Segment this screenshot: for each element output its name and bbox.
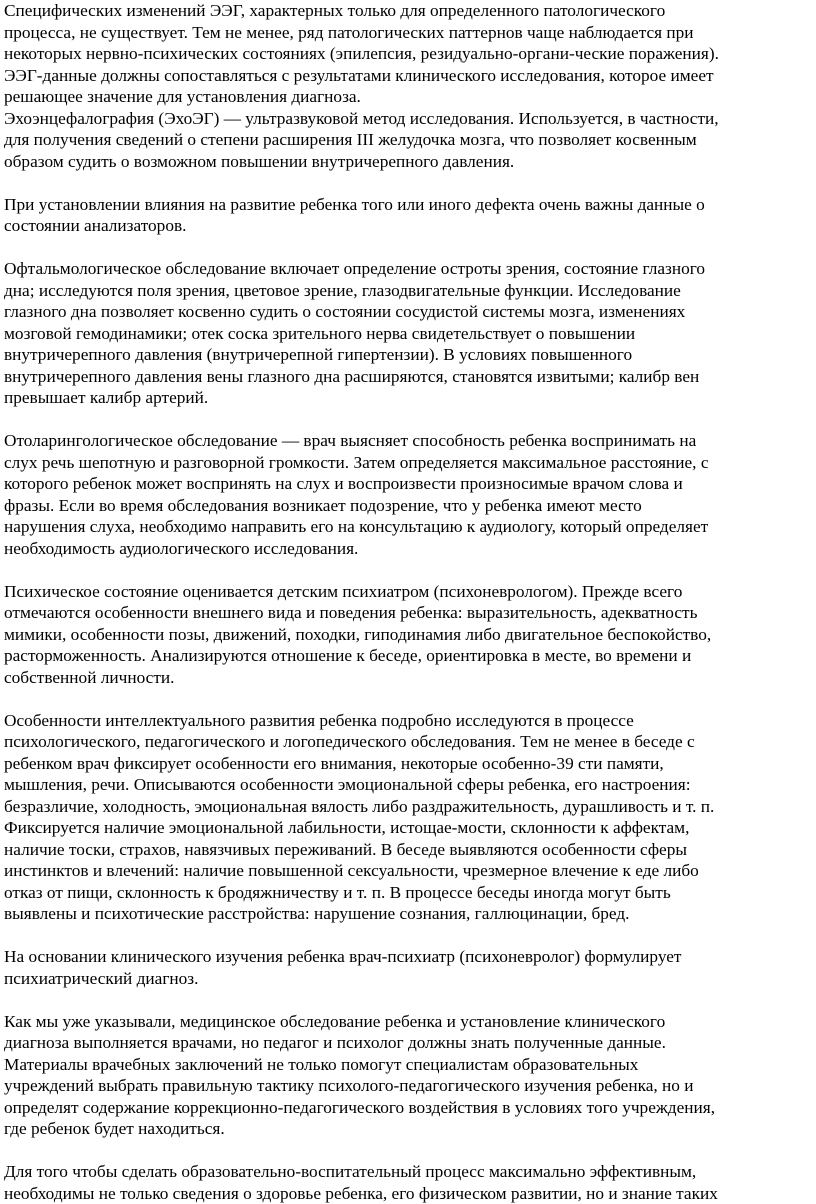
- text-line: необходимы не только сведения о здоровье ребенка, его физическом развитии, но и знание таких: [4, 1183, 816, 1204]
- paragraph-diagnosis: [4, 946, 816, 989]
- text-line: отказ от пищи, склонность к бродяжничеству и т. п. В процессе беседы иногда могут быть: [4, 882, 816, 904]
- text-line: Как мы уже указывали, медицинское обследование ребенка и установление клинического: [4, 1011, 816, 1033]
- text-line: фразы. Если во время обследования возникает подозрение, что у ребенка имеют место: [4, 495, 816, 517]
- text-line: внутричерепного давления вены глазного дна расширяются, становятся извитыми; калибр вен: [4, 366, 816, 388]
- text-line: расторможенность. Анализируются отношение к беседе, ориентировка в месте, во времени и: [4, 645, 816, 667]
- text-line: психиатрический диагноз.: [4, 968, 816, 990]
- text-line: психологического, педагогического и логопедического обследования. Тем не менее в беседе с: [4, 731, 816, 753]
- text-line: некоторых нервно-психических состояниях (эпилепсия, резидуально-органи-ческие поражения).: [4, 43, 816, 65]
- text-line: мимики, особенности позы, движений, походки, гиподинамия либо двигательное беспокойство,: [4, 624, 816, 646]
- text-line: состоянии анализаторов.: [4, 215, 816, 237]
- text-line: процесса, не существует. Тем не менее, ряд патологических паттернов чаще наблюдается при: [4, 22, 816, 44]
- text-line: глазного дна позволяет косвенно судить о состоянии сосудистой системы мозга, изменениях: [4, 301, 816, 323]
- paragraph-process: [4, 1161, 816, 1204]
- text-line: При установлении влияния на развитие ребенка того или иного дефекта очень важны данные о: [4, 194, 816, 216]
- text-line: превышает калибр артерий.: [4, 387, 816, 409]
- text-line: где ребенок будет находиться.: [4, 1118, 816, 1140]
- text-line: безразличие, холодность, эмоциональная вялость либо раздражительность, дурашливость и т. п.: [4, 796, 816, 818]
- text-line: Офтальмологическое обследование включает определение остроты зрения, состояние глазного: [4, 258, 816, 280]
- paragraph-intellect: [4, 710, 816, 925]
- text-line: Отоларингологическое обследование — врач выясняет способность ребенка воспринимать на: [4, 430, 816, 452]
- text-line: ребенком врач фиксирует особенности его внимания, некоторые особенно-39 сти памяти,: [4, 753, 816, 775]
- text-line: ЭЭГ-данные должны сопоставляться с результатами клинического исследования, которое имеет: [4, 65, 816, 87]
- text-line: определят содержание коррекционно-педагогического воздействия в условиях того учреждения,: [4, 1097, 816, 1119]
- text-line: учреждений выбрать правильную тактику психолого-педагогического изучения ребенка, но и: [4, 1075, 816, 1097]
- text-line: решающее значение для установления диагноза.: [4, 86, 816, 108]
- paragraph-teachers: [4, 1011, 816, 1140]
- text-line: диагноза выполняется врачами, но педагог и психолог должны знать полученные данные.: [4, 1032, 816, 1054]
- text-line: На основании клинического изучения ребенка врач-психиатр (психоневролог) формулирует: [4, 946, 816, 968]
- text-line: слух речь шепотную и разговорной громкости. Затем определяется максимальное расстояние, с: [4, 452, 816, 474]
- paragraph-psychic-state: [4, 581, 816, 689]
- text-line: выявлены и психотические расстройства: нарушение сознания, галлюцинации, бред.: [4, 903, 816, 925]
- text-line: Фиксируется наличие эмоциональной лабильности, истощае-мости, склонности к аффектам,: [4, 817, 816, 839]
- text-line: образом судить о возможном повышении внутричерепного давления.: [4, 151, 816, 173]
- text-line: внутричерепного давления (внутричерепной гипертензии). В условиях повышенного: [4, 344, 816, 366]
- text-line: Специфических изменений ЭЭГ, характерных только для определенного патологического: [4, 0, 816, 22]
- text-line: Для того чтобы сделать образовательно-воспитательный процесс максимально эффективным,: [4, 1161, 816, 1183]
- text-line: для получения сведений о степени расширения III желудочка мозга, что позволяет косвенным: [4, 129, 816, 151]
- paragraph-echo: [4, 108, 816, 173]
- text-line: инстинктов и влечений: наличие повышенной сексуальности, чрезмерное влечение к еде либо: [4, 860, 816, 882]
- paragraph-analyzers: [4, 194, 816, 237]
- paragraph-otolaryngology: [4, 430, 816, 559]
- text-line: собственной личности.: [4, 667, 816, 689]
- text-line: Эхоэнцефалография (ЭхоЭГ) — ультразвуковой метод исследования. Используется, в частности,: [4, 108, 816, 130]
- text-line: Особенности интеллектуального развития ребенка подробно исследуются в процессе: [4, 710, 816, 732]
- text-line: мозговой гемодинамики; отек соска зрительного нерва свидетельствует о повышении: [4, 323, 816, 345]
- text-line: нарушения слуха, необходимо направить его на консультацию к аудиологу, который определяет: [4, 516, 816, 538]
- text-line: Психическое состояние оценивается детским психиатром (психоневрологом). Прежде всего: [4, 581, 816, 603]
- paragraph-ophthalmology: [4, 258, 816, 409]
- text-line: наличие тоски, страхов, навязчивых переживаний. В беседе выявляются особенности сферы: [4, 839, 816, 861]
- text-line: дна; исследуются поля зрения, цветовое зрение, глазодвигательные функции. Исследование: [4, 280, 816, 302]
- text-line: которого ребенок может воспринять на слух и воспроизвести произносимые врачом слова и: [4, 473, 816, 495]
- text-line: отмечаются особенности внешнего вида и поведения ребенка: выразительность, адекватность: [4, 602, 816, 624]
- text-line: необходимость аудиологического исследования.: [4, 538, 816, 560]
- text-line: мышления, речи. Описываются особенности эмоциональной сферы ребенка, его настроения:: [4, 774, 816, 796]
- paragraph-eeg: [4, 0, 816, 108]
- text-line: Материалы врачебных заключений не только помогут специалистам образовательных: [4, 1054, 816, 1076]
